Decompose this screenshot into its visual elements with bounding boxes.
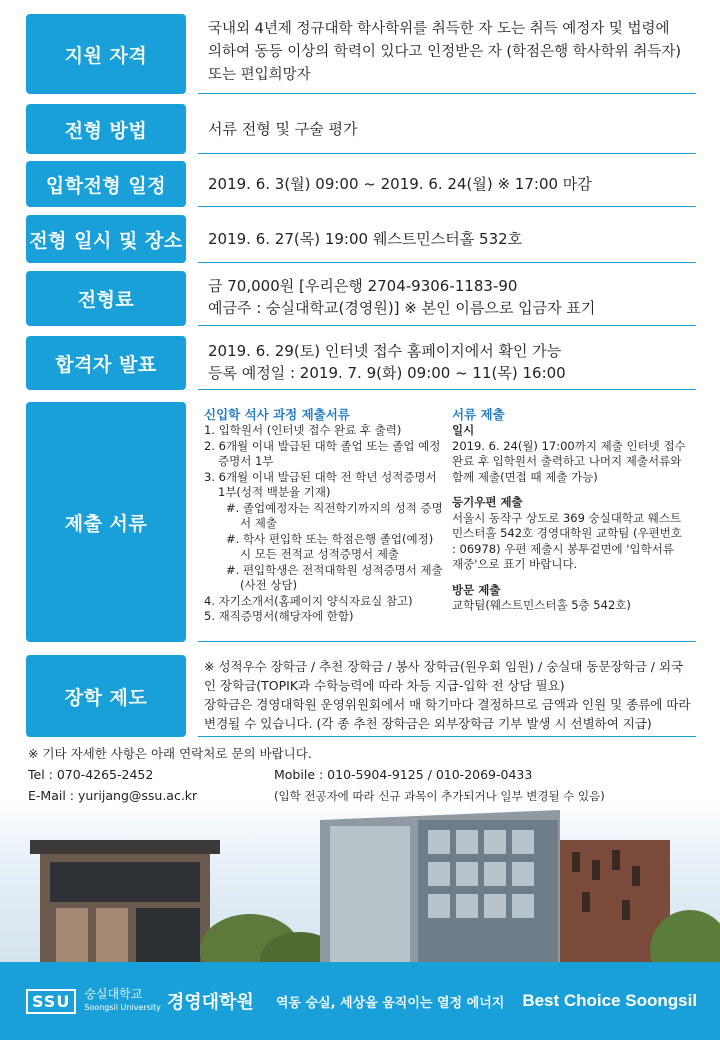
label-eligibility: 지원 자격 <box>26 14 186 94</box>
fee-line-2: 예금주 : 숭실대학교(경영원)] ※ 본인 이름으로 입금자 표기 <box>208 299 596 317</box>
documents-right-title: 서류 제출 <box>452 407 505 422</box>
contact-email: E-Mail : yurijang@ssu.ac.kr <box>28 788 198 803</box>
documents-list <box>204 423 444 625</box>
documents-left-column <box>204 406 444 625</box>
list-item: 2. 6개월 이내 발급된 대학 졸업 또는 졸업 예정증명서 1부 <box>204 438 441 468</box>
fee-line-1: 금 70,000원 [우리은행 2704-9306-1183-90 <box>208 277 518 295</box>
label-documents: 제출 서류 <box>26 402 186 642</box>
slogan: 역동 숭실, 세상을 움직이는 열정 에너지 <box>275 995 505 1011</box>
list-note: #. 졸업예정자는 직전학기까지의 성적 증명서 제출 <box>226 500 443 530</box>
list-note: #. 편입학생은 전적대학원 성적증명서 제출(사전 상담) <box>226 562 443 592</box>
documents-content <box>198 402 696 642</box>
results-line-2: 등록 예정일 : 2019. 7. 9(화) 09:00 ~ 11(목) 16:00 <box>208 364 566 382</box>
row-results <box>26 336 696 390</box>
contact-note: (입학 전공자에 따라 신규 과목이 추가되거나 일부 변경될 수 있음) <box>274 789 605 803</box>
mail-title: 등기우편 제출 <box>452 495 523 509</box>
list-item: 4. 자기소개서(홈페이지 양식자료실 참고) <box>204 593 413 608</box>
univ-name-en: Soongsil University <box>84 1003 161 1012</box>
contact-mobile: Mobile : 010-5904-9125 / 010-2069-0433 <box>274 767 533 782</box>
row-fee <box>26 271 696 326</box>
venue-text: 2019. 6. 27(목) 19:00 웨스트민스터홀 532호 <box>198 215 696 263</box>
mail-text: 서울시 동작구 상도로 369 숭실대학교 웨스트민스터홀 542호 경영대학원 교학팀 (우편번호 : 06978) 우편 제출시 봉투겉면에 '입학서류 재중'으로 표기 바랍니다. <box>452 510 682 571</box>
label-results: 합격자 발표 <box>26 336 186 390</box>
school-name: 경영대학원 <box>166 992 254 1013</box>
univ-name <box>84 988 161 1014</box>
list-item: 1. 입학원서 (인터넷 접수 완료 후 출력) <box>204 423 402 437</box>
row-scholarship <box>26 655 696 737</box>
scholarship-line-2: 장학금은 경영대학원 운영위원회에서 매 학기마다 결정하므로 금액과 인원 및 종류에 따라 변경될 수 있습니다. (각 종 추천 장학금은 외부장학금 기부 발생 시 선별하여 지급) <box>204 697 691 731</box>
row-schedule <box>26 161 696 207</box>
scholarship-line-1: ※ 성적우수 장학금 / 추천 장학금 / 봉사 장학금(원우회 임원) / 숭실대 동문장학금 / 외국인 장학금(TOPIK과 수학능력에 따라 차등 지급-입학 전 상담 필요) <box>204 659 684 693</box>
label-scholarship: 장학 제도 <box>26 655 186 737</box>
schedule-text: 2019. 6. 3(월) 09:00 ~ 2019. 6. 24(월) ※ 17:00 마감 <box>198 161 696 207</box>
list-item: 3. 6개월 이내 발급된 대학 전 학년 성적증명서 1부(성적 백분율 기재) <box>204 469 437 499</box>
eligibility-text: 국내외 4년제 정규대학 학사학위를 취득한 자 도는 취득 예정자 및 법령에 의하여 동등 이상의 학력이 있다고 인정받은 자 (학점은행 학사학위 취득자) 또는 편입희망자 <box>198 14 696 94</box>
row-method <box>26 104 696 154</box>
results-line-1: 2019. 6. 29(토) 인터넷 접수 홈페이지에서 확인 가능 <box>208 342 562 360</box>
label-method: 전형 방법 <box>26 104 186 154</box>
row-venue <box>26 215 696 263</box>
date-text: 2019. 6. 24(월) 17:00까지 제출 인터넷 접수 완료 후 입학원서 출력하고 나머지 제출서류와 함께 제출(면접 때 제출 가능) <box>452 438 686 484</box>
ssu-logo-icon <box>26 989 76 1014</box>
fee-text <box>198 271 696 326</box>
contact-tel: Tel : 070-4265-2452 <box>28 767 154 782</box>
scholarship-text <box>198 655 696 737</box>
footer-bar <box>0 962 720 1040</box>
brand-slogan: Best Choice Soongsil <box>522 991 698 1010</box>
documents-left-title: 신입학 석사 과정 제출서류 <box>204 407 350 422</box>
visit-title: 방문 제출 <box>452 582 501 597</box>
results-text <box>198 336 696 390</box>
list-note: #. 학사 편입학 또는 학점은행 졸업(예정) 시 모든 전적교 성적증명서 제출 <box>226 531 434 561</box>
row-documents <box>26 402 696 642</box>
date-title: 일시 <box>452 423 475 437</box>
label-fee: 전형료 <box>26 271 186 326</box>
list-item: 5. 재직증명서(해당자에 한함) <box>204 609 354 623</box>
visit-text: 교학팀(웨스트민스터홀 5층 542호) <box>452 598 631 612</box>
documents-right-column <box>452 406 688 614</box>
method-text: 서류 전형 및 구술 평가 <box>198 104 696 154</box>
contact-notice: ※ 기타 자세한 사항은 아래 연락처로 문의 바랍니다. <box>28 746 312 761</box>
label-venue: 전형 일시 및 장소 <box>26 215 186 263</box>
logo-mark: SSU <box>26 989 76 1014</box>
label-schedule: 입학전형 일정 <box>26 161 186 207</box>
row-eligibility <box>26 14 696 94</box>
univ-name-ko: 숭실대학교 <box>84 987 143 1001</box>
